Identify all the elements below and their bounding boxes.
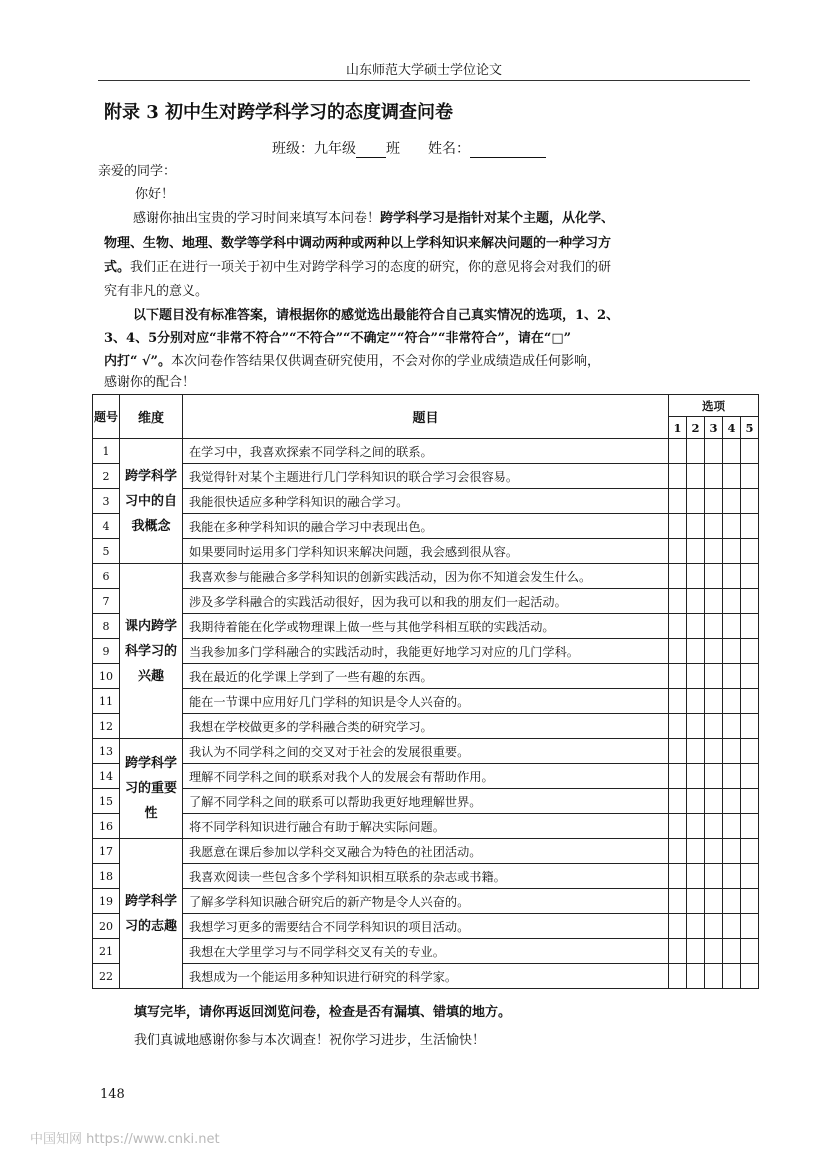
answer-option-cell[interactable] xyxy=(669,914,687,939)
answer-option-cell[interactable] xyxy=(723,814,741,839)
answer-option-cell[interactable] xyxy=(705,714,723,739)
table-row xyxy=(93,564,759,589)
answer-option-cell[interactable] xyxy=(741,739,759,764)
answer-option-cell[interactable] xyxy=(723,789,741,814)
intro-paragraph-1-line-2: 物理、生物、地理、数学等学科中调动两种或两种以上学科知识来解决问题的一种学习方 xyxy=(104,236,612,251)
question-text: 我想在学校做更多的学科融合类的研究学习。 xyxy=(183,714,669,739)
question-text: 我认为不同学科之间的交叉对于社会的发展很重要。 xyxy=(183,739,669,764)
dimension-label: 跨学科学习的重要性 xyxy=(120,739,183,839)
answer-option-cell[interactable] xyxy=(705,889,723,914)
question-number: 20 xyxy=(93,914,120,939)
answer-option-cell[interactable] xyxy=(669,539,687,564)
question-text: 我喜欢阅读一些包含多个学科知识相互联系的杂志或书籍。 xyxy=(183,864,669,889)
header-dimension: 维度 xyxy=(120,395,183,439)
watermark: 中国知网 https://www.cnki.net xyxy=(30,1132,220,1147)
answer-option-cell[interactable] xyxy=(669,889,687,914)
answer-option-cell[interactable] xyxy=(705,964,723,989)
intro-privacy-text: 本次问卷作答结果仅供调查研究使用，不会对你的学业成绩造成任何影响， xyxy=(171,354,601,369)
question-number: 22 xyxy=(93,964,120,989)
answer-option-cell[interactable] xyxy=(723,489,741,514)
answer-option-cell[interactable] xyxy=(723,764,741,789)
intro-definition-end: 式。 xyxy=(104,260,131,275)
question-text: 了解不同学科之间的联系可以帮助我更好地理解世界。 xyxy=(183,789,669,814)
option-header: 5 xyxy=(741,417,759,439)
table-row xyxy=(93,514,759,539)
answer-option-cell[interactable] xyxy=(705,489,723,514)
answer-option-cell[interactable] xyxy=(741,964,759,989)
answer-option-cell[interactable] xyxy=(705,564,723,589)
answer-option-cell[interactable] xyxy=(669,689,687,714)
greeting: 你好！ xyxy=(135,187,175,202)
answer-option-cell[interactable] xyxy=(669,664,687,689)
answer-option-cell[interactable] xyxy=(723,689,741,714)
answer-option-cell[interactable] xyxy=(741,514,759,539)
closing-thanks: 我们真诚地感谢你参与本次调查！祝你学习进步，生活愉快！ xyxy=(134,1033,486,1048)
question-number: 3 xyxy=(93,489,120,514)
answer-option-cell[interactable] xyxy=(723,964,741,989)
answer-option-cell[interactable] xyxy=(705,764,723,789)
table-row xyxy=(93,939,759,964)
table-row xyxy=(93,614,759,639)
class-label: 班级：九年级 xyxy=(272,141,356,157)
question-number: 8 xyxy=(93,614,120,639)
answer-option-cell[interactable] xyxy=(741,689,759,714)
answer-option-cell[interactable] xyxy=(687,864,705,889)
table-row xyxy=(93,814,759,839)
answer-option-cell[interactable] xyxy=(741,539,759,564)
question-number: 4 xyxy=(93,514,120,539)
answer-option-cell[interactable] xyxy=(687,639,705,664)
answer-option-cell[interactable] xyxy=(723,639,741,664)
answer-option-cell[interactable] xyxy=(687,464,705,489)
table-row xyxy=(93,589,759,614)
header-options: 选项 xyxy=(669,395,759,417)
question-text: 我觉得针对某个主题进行几门学科知识的联合学习会很容易。 xyxy=(183,464,669,489)
answer-option-cell[interactable] xyxy=(741,814,759,839)
answer-option-cell[interactable] xyxy=(723,439,741,464)
answer-option-cell[interactable] xyxy=(687,614,705,639)
closing-check-reminder: 填写完毕，请你再返回浏览问卷，检查是否有漏填、错填的地方。 xyxy=(134,1005,512,1020)
answer-option-cell[interactable] xyxy=(705,639,723,664)
question-text: 我想成为一个能运用多种知识进行研究的科学家。 xyxy=(183,964,669,989)
answer-option-cell[interactable] xyxy=(687,564,705,589)
question-text: 如果要同时运用多门学科知识来解决问题，我会感到很从容。 xyxy=(183,539,669,564)
answer-option-cell[interactable] xyxy=(705,939,723,964)
question-number: 12 xyxy=(93,714,120,739)
question-number: 19 xyxy=(93,889,120,914)
answer-option-cell[interactable] xyxy=(723,664,741,689)
answer-option-cell[interactable] xyxy=(687,889,705,914)
answer-option-cell[interactable] xyxy=(687,489,705,514)
answer-option-cell[interactable] xyxy=(687,914,705,939)
answer-option-cell[interactable] xyxy=(705,864,723,889)
answer-option-cell[interactable] xyxy=(687,839,705,864)
answer-option-cell[interactable] xyxy=(723,614,741,639)
dimension-label: 跨学科学习中的自我概念 xyxy=(120,439,183,564)
answer-option-cell[interactable] xyxy=(687,764,705,789)
answer-option-cell[interactable] xyxy=(687,539,705,564)
intro-paragraph-2-line-4: 感谢你的配合！ xyxy=(104,375,196,390)
question-number: 21 xyxy=(93,939,120,964)
answer-option-cell[interactable] xyxy=(669,439,687,464)
answer-option-cell[interactable] xyxy=(741,764,759,789)
intro-paragraph-2-line-3 xyxy=(104,353,600,370)
table-row xyxy=(93,439,759,464)
option-header: 1 xyxy=(669,417,687,439)
header-number: 题号 xyxy=(93,395,120,439)
question-text: 我能在多种学科知识的融合学习中表现出色。 xyxy=(183,514,669,539)
question-number: 13 xyxy=(93,739,120,764)
intro-paragraph-1-line-1 xyxy=(133,210,614,227)
answer-option-cell[interactable] xyxy=(669,514,687,539)
answer-option-cell[interactable] xyxy=(669,489,687,514)
answer-option-cell[interactable] xyxy=(723,939,741,964)
question-number: 17 xyxy=(93,839,120,864)
answer-option-cell[interactable] xyxy=(723,714,741,739)
answer-option-cell[interactable] xyxy=(723,564,741,589)
table-row xyxy=(93,489,759,514)
answer-option-cell[interactable] xyxy=(669,564,687,589)
answer-option-cell[interactable] xyxy=(723,464,741,489)
answer-option-cell[interactable] xyxy=(741,839,759,864)
question-number: 9 xyxy=(93,639,120,664)
answer-option-cell[interactable] xyxy=(723,839,741,864)
intro-research-text: 我们正在进行一项关于初中生对跨学科学习的态度的研究，你的意见将会对我们的研 xyxy=(130,260,612,275)
answer-option-cell[interactable] xyxy=(741,439,759,464)
answer-option-cell[interactable] xyxy=(669,964,687,989)
intro-paragraph-1-line-3 xyxy=(104,259,611,276)
question-text: 我在最近的化学课上学到了一些有趣的东西。 xyxy=(183,664,669,689)
answer-option-cell[interactable] xyxy=(705,439,723,464)
table-row xyxy=(93,964,759,989)
table-row xyxy=(93,914,759,939)
page-number: 148 xyxy=(100,1087,125,1102)
question-number: 6 xyxy=(93,564,120,589)
question-number: 14 xyxy=(93,764,120,789)
answer-option-cell[interactable] xyxy=(687,814,705,839)
question-text: 我能很快适应多种学科知识的融合学习。 xyxy=(183,489,669,514)
answer-option-cell[interactable] xyxy=(741,939,759,964)
answer-option-cell[interactable] xyxy=(741,639,759,664)
table-row xyxy=(93,839,759,864)
question-number: 2 xyxy=(93,464,120,489)
answer-option-cell[interactable] xyxy=(705,514,723,539)
running-header: 山东师范大学硕士学位论文 xyxy=(98,62,750,81)
answer-option-cell[interactable] xyxy=(723,539,741,564)
answer-option-cell[interactable] xyxy=(687,514,705,539)
answer-option-cell[interactable] xyxy=(705,539,723,564)
answer-option-cell[interactable] xyxy=(741,589,759,614)
answer-option-cell[interactable] xyxy=(669,864,687,889)
answer-option-cell[interactable] xyxy=(687,714,705,739)
header-item: 题目 xyxy=(183,395,669,439)
intro-paragraph-2-line-2: 3、4、5分别对应“非常不符合”“不符合”“不确定”“符合”“非常符合”，请在“□” xyxy=(104,331,572,346)
answer-option-cell[interactable] xyxy=(687,939,705,964)
question-text: 我喜欢参与能融合多学科知识的创新实践活动，因为你不知道会发生什么。 xyxy=(183,564,669,589)
answer-option-cell[interactable] xyxy=(669,614,687,639)
dimension-label: 课内跨学科学习的兴趣 xyxy=(120,564,183,739)
option-header: 2 xyxy=(687,417,705,439)
answer-option-cell[interactable] xyxy=(687,664,705,689)
answer-option-cell[interactable] xyxy=(723,889,741,914)
table-row xyxy=(93,789,759,814)
intro-check-instruction: 内打“ √”。 xyxy=(104,354,172,369)
answer-option-cell[interactable] xyxy=(669,789,687,814)
answer-option-cell[interactable] xyxy=(705,914,723,939)
questionnaire-table xyxy=(92,394,759,989)
answer-option-cell[interactable] xyxy=(669,589,687,614)
question-number: 18 xyxy=(93,864,120,889)
answer-option-cell[interactable] xyxy=(741,789,759,814)
answer-option-cell[interactable] xyxy=(669,464,687,489)
question-number: 1 xyxy=(93,439,120,464)
answer-option-cell[interactable] xyxy=(669,639,687,664)
answer-option-cell[interactable] xyxy=(669,939,687,964)
table-row xyxy=(93,539,759,564)
answer-option-cell[interactable] xyxy=(705,814,723,839)
answer-option-cell[interactable] xyxy=(705,664,723,689)
answer-option-cell[interactable] xyxy=(669,739,687,764)
intro-paragraph-2-line-1: 以下题目没有标准答案，请根据你的感觉选出最能符合自己真实情况的选项，1、2、 xyxy=(133,308,620,323)
name-blank[interactable] xyxy=(470,143,546,158)
table-row xyxy=(93,689,759,714)
answer-option-cell[interactable] xyxy=(687,439,705,464)
option-header: 3 xyxy=(705,417,723,439)
question-number: 11 xyxy=(93,689,120,714)
class-name-line xyxy=(272,140,546,158)
question-text: 我愿意在课后参加以学科交叉融合为特色的社团活动。 xyxy=(183,839,669,864)
answer-option-cell[interactable] xyxy=(705,739,723,764)
answer-option-cell[interactable] xyxy=(741,889,759,914)
answer-option-cell[interactable] xyxy=(669,814,687,839)
answer-option-cell[interactable] xyxy=(705,589,723,614)
answer-option-cell[interactable] xyxy=(723,914,741,939)
question-text: 涉及多学科融合的实践活动很好，因为我可以和我的朋友们一起活动。 xyxy=(183,589,669,614)
option-header: 4 xyxy=(723,417,741,439)
salutation: 亲爱的同学： xyxy=(98,164,177,179)
answer-option-cell[interactable] xyxy=(705,464,723,489)
intro-paragraph-1-line-4: 究有非凡的意义。 xyxy=(104,284,209,299)
class-number-blank[interactable] xyxy=(356,143,386,158)
answer-option-cell[interactable] xyxy=(687,789,705,814)
table-row xyxy=(93,464,759,489)
class-suffix: 班 xyxy=(386,141,400,157)
answer-option-cell[interactable] xyxy=(705,689,723,714)
question-number: 5 xyxy=(93,539,120,564)
table-row xyxy=(93,664,759,689)
answer-option-cell[interactable] xyxy=(687,964,705,989)
answer-option-cell[interactable] xyxy=(741,714,759,739)
answer-option-cell[interactable] xyxy=(687,689,705,714)
table-row xyxy=(93,764,759,789)
question-text: 了解多学科知识融合研究后的新产物是令人兴奋的。 xyxy=(183,889,669,914)
dimension-label: 跨学科学习的志趣 xyxy=(120,839,183,989)
table-row xyxy=(93,639,759,664)
question-number: 10 xyxy=(93,664,120,689)
table-row xyxy=(93,714,759,739)
question-text: 在学习中，我喜欢探索不同学科之间的联系。 xyxy=(183,439,669,464)
table-row xyxy=(93,864,759,889)
answer-option-cell[interactable] xyxy=(723,514,741,539)
page-title: 附录 3 初中生对跨学科学习的态度调查问卷 xyxy=(104,102,454,123)
question-text: 理解不同学科之间的联系对我个人的发展会有帮助作用。 xyxy=(183,764,669,789)
answer-option-cell[interactable] xyxy=(741,864,759,889)
answer-option-cell[interactable] xyxy=(687,739,705,764)
answer-option-cell[interactable] xyxy=(723,739,741,764)
question-text: 我期待着能在化学或物理课上做一些与其他学科相互联的实践活动。 xyxy=(183,614,669,639)
answer-option-cell[interactable] xyxy=(741,489,759,514)
answer-option-cell[interactable] xyxy=(723,864,741,889)
answer-option-cell[interactable] xyxy=(705,839,723,864)
answer-option-cell[interactable] xyxy=(723,589,741,614)
answer-option-cell[interactable] xyxy=(741,564,759,589)
question-text: 当我参加多门学科融合的实践活动时，我能更好地学习对应的几门学科。 xyxy=(183,639,669,664)
answer-option-cell[interactable] xyxy=(669,839,687,864)
table-row xyxy=(93,739,759,764)
intro-definition-text: 跨学科学习是指针对某个主题，从化学、 xyxy=(380,211,615,226)
answer-option-cell[interactable] xyxy=(741,464,759,489)
answer-option-cell[interactable] xyxy=(705,789,723,814)
name-label: 姓名： xyxy=(428,141,470,157)
answer-option-cell[interactable] xyxy=(669,714,687,739)
answer-option-cell[interactable] xyxy=(669,764,687,789)
question-number: 7 xyxy=(93,589,120,614)
answer-option-cell[interactable] xyxy=(741,614,759,639)
answer-option-cell[interactable] xyxy=(741,664,759,689)
question-text: 我想在大学里学习与不同学科交叉有关的专业。 xyxy=(183,939,669,964)
question-number: 16 xyxy=(93,814,120,839)
answer-option-cell[interactable] xyxy=(687,589,705,614)
question-number: 15 xyxy=(93,789,120,814)
table-row xyxy=(93,889,759,914)
question-text: 能在一节课中应用好几门学科的知识是令人兴奋的。 xyxy=(183,689,669,714)
intro-thanks-text: 感谢你抽出宝贵的学习时间来填写本问卷！ xyxy=(133,211,381,226)
answer-option-cell[interactable] xyxy=(705,614,723,639)
question-text: 将不同学科知识进行融合有助于解决实际问题。 xyxy=(183,814,669,839)
question-text: 我想学习更多的需要结合不同学科知识的项目活动。 xyxy=(183,914,669,939)
answer-option-cell[interactable] xyxy=(741,914,759,939)
